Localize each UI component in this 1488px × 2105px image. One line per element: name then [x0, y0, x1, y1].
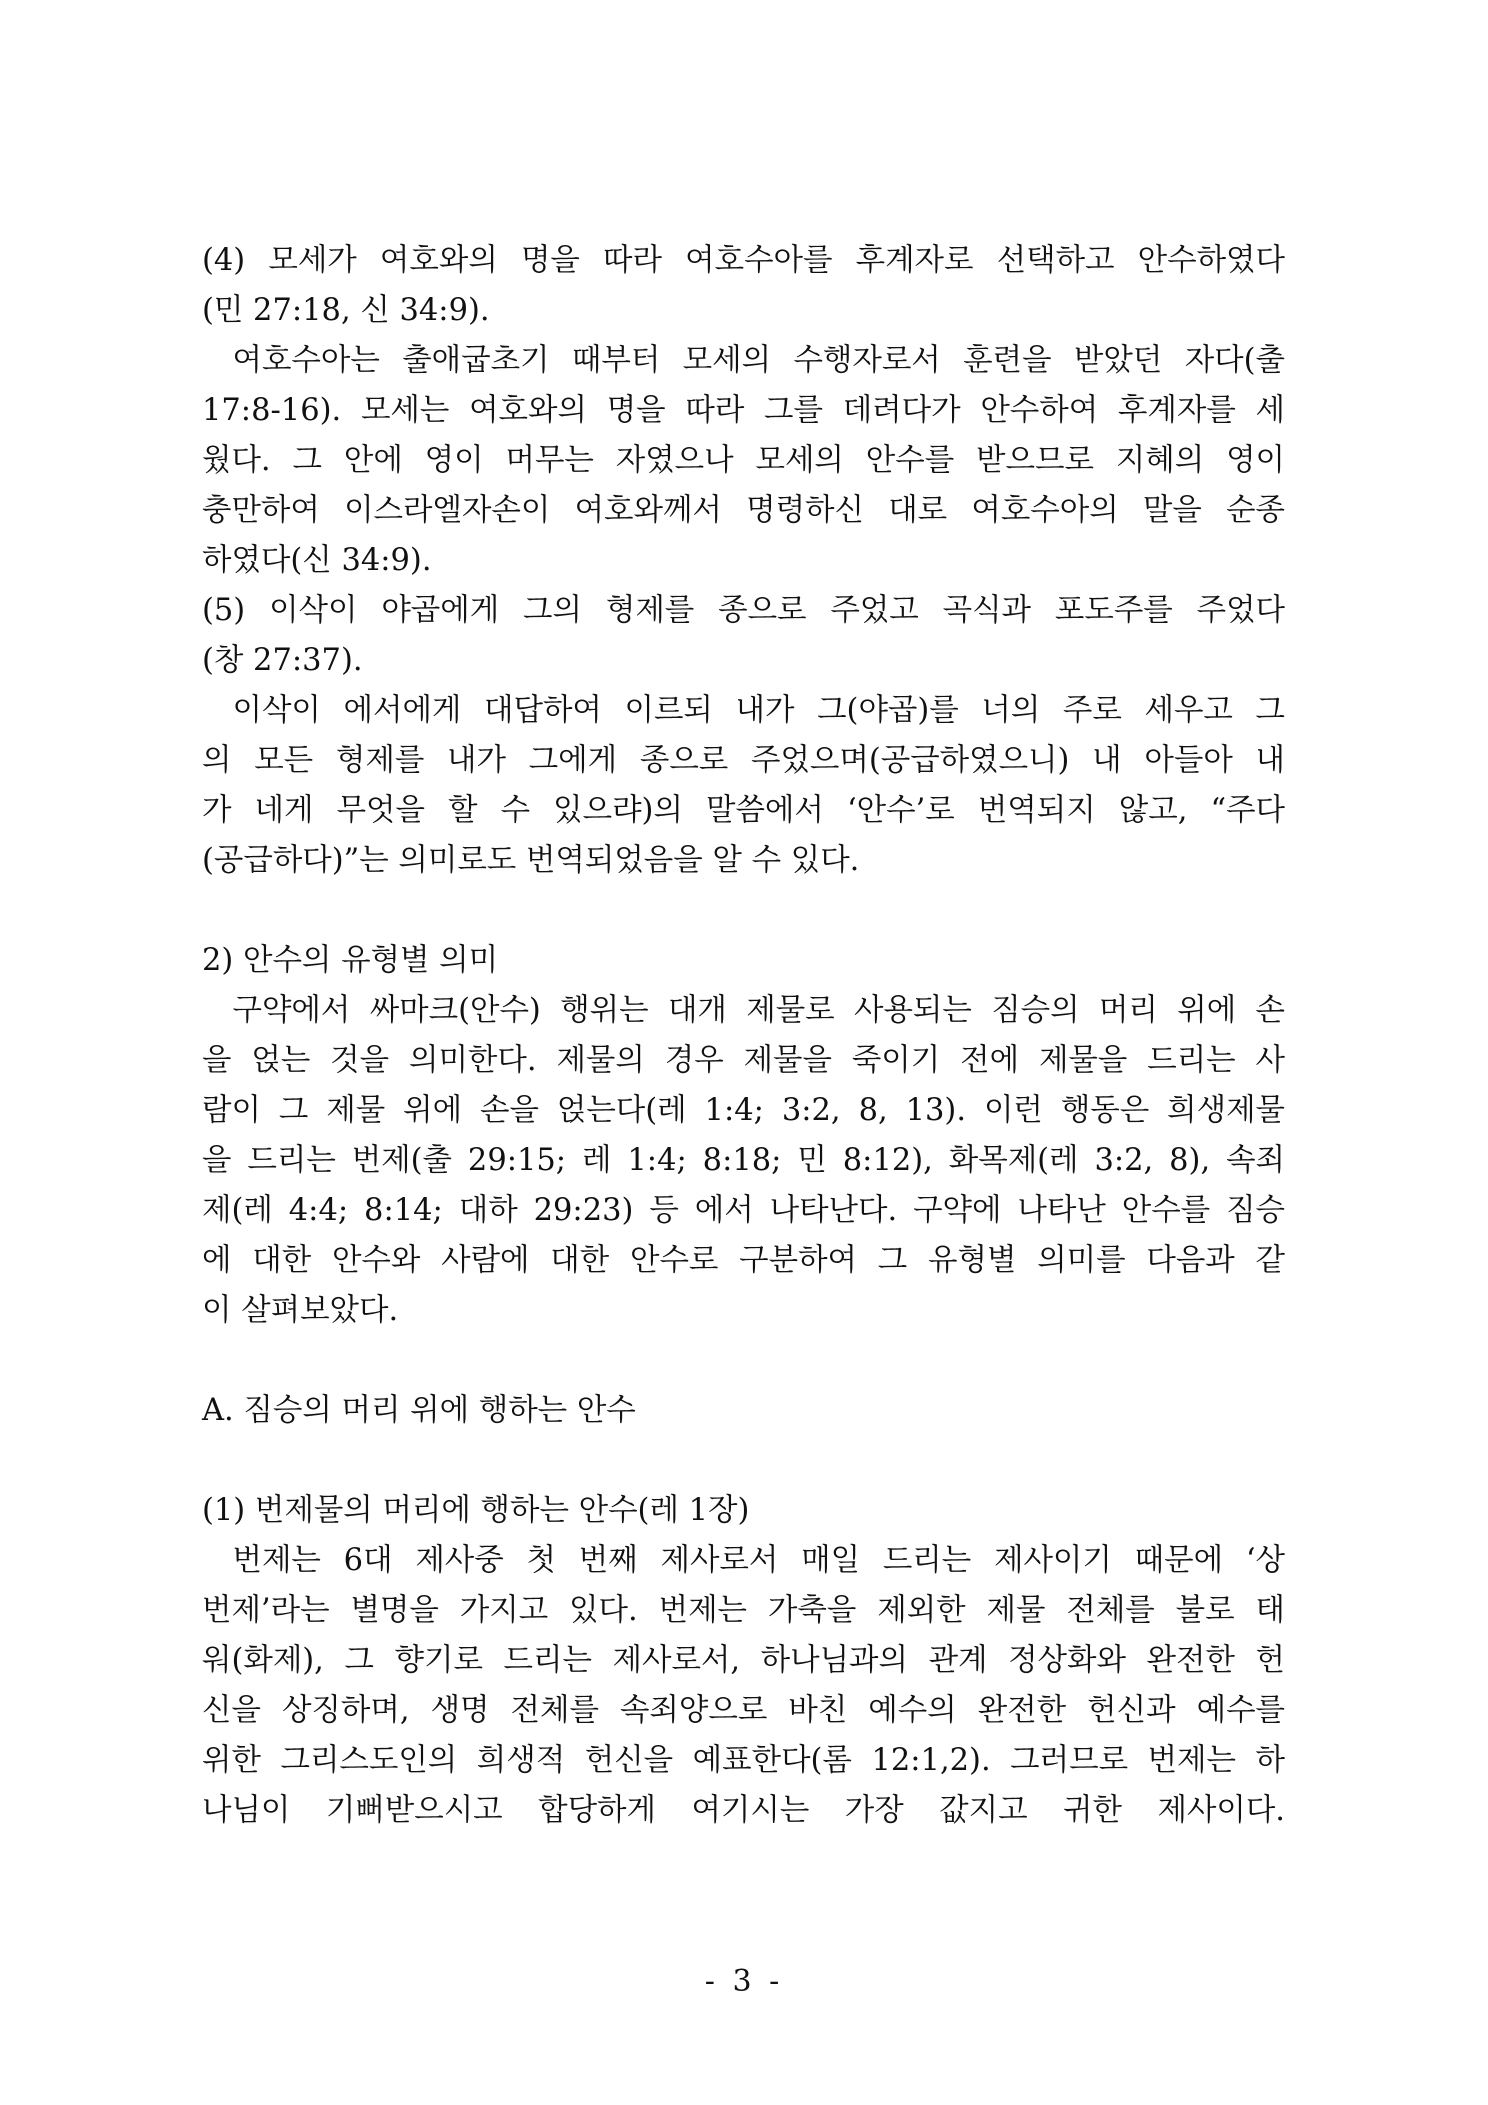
- text-line: 워(화제), 그 향기로 드리는 제사로서, 하나님과의 관계 정상화와 완전한 헌: [202, 1643, 1285, 1678]
- subsection-heading: A. 짐승의 머리 위에 행하는 안수: [202, 1393, 636, 1428]
- blank-line: [202, 1436, 1285, 1486]
- text-line: 하였다(신 34:9).: [202, 543, 432, 578]
- text-line: 17:8-16). 모세는 여호와의 명을 따라 그를 데려다가 안수하여 후계자를 세: [202, 393, 1285, 428]
- text-line: (창 27:37).: [202, 643, 363, 678]
- text-line: 위한 그리스도인의 희생적 헌신을 예표한다(롬 12:1,2). 그러므로 번제는 하: [202, 1743, 1285, 1778]
- page-number: - 3 -: [704, 1964, 784, 1999]
- blank-line: [202, 886, 1285, 936]
- text-line: 이 살펴보았다.: [202, 1293, 399, 1328]
- text-line: 을 얹는 것을 의미한다. 제물의 경우 제물을 죽이기 전에 제물을 드리는 사: [202, 1043, 1285, 1078]
- text-line: (4) 모세가 여호와의 명을 따라 여호수아를 후계자로 선택하고 안수하였다: [202, 243, 1285, 278]
- text-line: 의 모든 형제를 내가 그에게 종으로 주었으며(공급하였으니) 내 아들아 내: [202, 743, 1285, 778]
- document-body: [202, 236, 1285, 1836]
- text-line: 번제’라는 별명을 가지고 있다. 번제는 가축을 제외한 제물 전체를 불로 태: [202, 1593, 1285, 1628]
- text-line: 충만하여 이스라엘자손이 여호와께서 명령하신 대로 여호수아의 말을 순종: [202, 493, 1285, 528]
- section-heading: 2) 안수의 유형별 의미: [202, 943, 499, 978]
- text-line: 웠다. 그 안에 영이 머무는 자였으나 모세의 안수를 받으므로 지혜의 영이: [202, 443, 1285, 478]
- text-line: 이삭이 에서에게 대답하여 이르되 내가 그(야곱)를 너의 주로 세우고 그: [232, 693, 1285, 728]
- text-line: 가 네게 무엇을 할 수 있으랴)의 말씀에서 ‘안수’로 번역되지 않고, “주다: [202, 793, 1285, 828]
- text-line: 을 드리는 번제(출 29:15; 레 1:4; 8:18; 민 8:12), 화목제(레 3:2, 8), 속죄: [202, 1143, 1285, 1178]
- text-line: 구약에서 싸마크(안수) 행위는 대개 제물로 사용되는 짐승의 머리 위에 손: [232, 993, 1285, 1028]
- text-line: (민 27:18, 신 34:9).: [202, 293, 490, 328]
- text-line: 람이 그 제물 위에 손을 얹는다(레 1:4; 3:2, 8, 13). 이런 행동은 희생제물: [202, 1093, 1285, 1128]
- text-line: 에 대한 안수와 사람에 대한 안수로 구분하여 그 유형별 의미를 다음과 같: [202, 1243, 1285, 1278]
- text-line: (5) 이삭이 야곱에게 그의 형제를 종으로 주었고 곡식과 포도주를 주었다: [202, 593, 1285, 628]
- text-line: (공급하다)”는 의미로도 번역되었음을 알 수 있다.: [202, 843, 860, 878]
- text-line: 신을 상징하며, 생명 전체를 속죄양으로 바친 예수의 완전한 헌신과 예수를: [202, 1693, 1285, 1728]
- blank-line: [202, 1336, 1285, 1386]
- text-line: 번제는 6대 제사중 첫 번째 제사로서 매일 드리는 제사이기 때문에 ‘상: [232, 1543, 1285, 1578]
- text-line: 여호수아는 출애굽초기 때부터 모세의 수행자로서 훈련을 받았던 자다(출: [232, 343, 1285, 378]
- text-line: 나님이 기뻐받으시고 합당하게 여기시는 가장 값지고 귀한 제사이다.: [202, 1793, 1285, 1828]
- text-line: 제(레 4:4; 8:14; 대하 29:23) 등 에서 나타난다. 구약에 나타난 안수를 짐승: [202, 1193, 1285, 1228]
- item-heading: (1) 번제물의 머리에 행하는 안수(레 1장): [202, 1493, 750, 1528]
